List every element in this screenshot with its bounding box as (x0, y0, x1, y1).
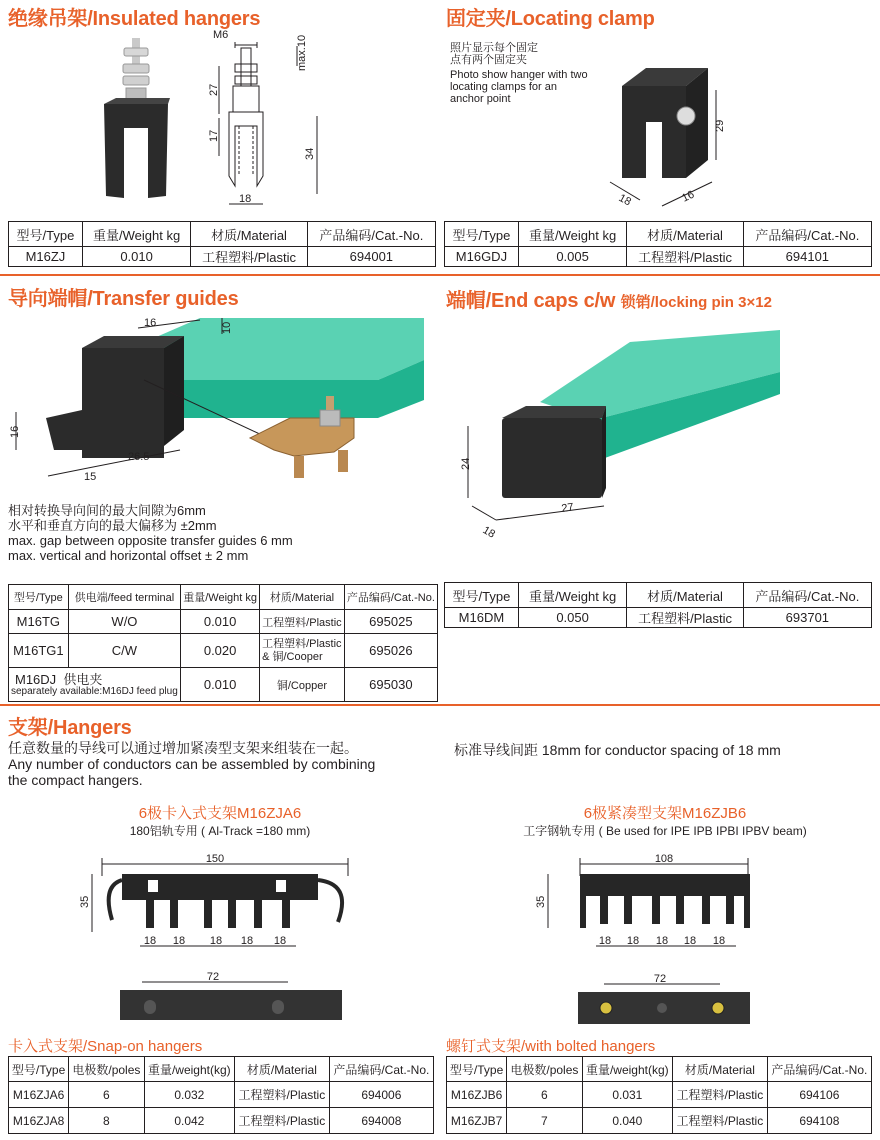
cell-material: 工程塑料/Plastic (235, 1082, 330, 1108)
cell-material: 工程塑料/Plastic (191, 247, 307, 267)
cell-poles: 7 (507, 1108, 582, 1134)
dim-27: 27 (208, 83, 220, 96)
cell-type: M16ZJA8 (9, 1108, 69, 1134)
note-line: locating clamps for an (450, 81, 557, 93)
note-line: Photo show hanger with two (450, 69, 588, 81)
locating-clamp-table (444, 221, 872, 267)
pitch-label: 18 (240, 935, 254, 947)
cell-cat-no: 693701 (743, 608, 871, 628)
dim-72: 72 (206, 971, 220, 983)
cell-weight: 0.005 (518, 247, 626, 267)
table-header-row (9, 1057, 434, 1082)
compact-hanger-title: 6极紧凑型支架M16ZJB6 (583, 805, 747, 822)
pitch-label: 18 (143, 935, 157, 947)
dim-108: 108 (654, 853, 674, 865)
col-cat-no: 产品编码/Cat.-No. (329, 1057, 433, 1082)
cell-type: M16GDJ (445, 247, 519, 267)
conductor-spacing-note: 标准导线间距 18mm for conductor spacing of 18 mm (454, 742, 781, 758)
cell-weight: 0.031 (582, 1082, 673, 1108)
dim-35: 35 (535, 895, 547, 908)
end-caps-title-main: 端帽/End caps c/w (446, 290, 621, 312)
cell-type: M16TG (9, 610, 69, 634)
note-line: 相对转换导向间的最大间隙为6mm (8, 503, 206, 518)
cell-type-feed-plug (9, 668, 181, 702)
dim-72: 72 (653, 973, 667, 985)
bolted-hangers-table (446, 1056, 872, 1134)
cell-poles: 8 (69, 1108, 144, 1134)
dim-18: 18 (239, 193, 252, 205)
cell-poles: 6 (507, 1082, 582, 1108)
transfer-guides-notes (8, 503, 293, 563)
dj-type-line (11, 673, 178, 686)
insulated-hanger-photo (90, 36, 180, 206)
cell-type: M16ZJB6 (447, 1082, 507, 1108)
pitch-label: 18 (655, 935, 669, 947)
cell-cat-no: 694101 (743, 247, 871, 267)
cell-cat-no: 694108 (767, 1108, 871, 1134)
locating-clamp-drawing (600, 60, 730, 212)
insulated-hanger-drawing (205, 26, 330, 214)
col-cat-no: 产品编码/Cat.-No. (307, 222, 435, 247)
dim-34: 34 (304, 147, 316, 160)
end-caps-title-sub: 锁销/locking pin 3×12 (620, 294, 772, 311)
pitch-label: 18 (626, 935, 640, 947)
end-caps-table (444, 582, 872, 628)
note-line: max. gap between opposite transfer guides 6 mm (8, 533, 293, 548)
pitch-label: 18 (172, 935, 186, 947)
col-cat-no: 产品编码/Cat.-No. (743, 583, 871, 608)
col-type: 型号/Type (9, 222, 83, 247)
locating-clamp-note (450, 42, 588, 105)
cell-feed: W/O (68, 610, 180, 634)
col-material: 材质/Material (235, 1057, 330, 1082)
hangers-title: 支架/Hangers (8, 717, 132, 739)
cell-cat-no: 694006 (329, 1082, 433, 1108)
table-header-row (445, 583, 872, 608)
cell-cat-no: 694106 (767, 1082, 871, 1108)
end-caps-drawing (450, 322, 790, 544)
cell-feed: C/W (68, 634, 180, 668)
dim-29: 29 (714, 119, 726, 132)
table-row (447, 1108, 872, 1134)
col-type: 型号/Type (9, 1057, 69, 1082)
cell-poles: 6 (69, 1082, 144, 1108)
note-line: 点有两个固定夹 (450, 54, 527, 66)
cell-weight: 0.010 (82, 247, 190, 267)
cell-type: M16ZJB7 (447, 1108, 507, 1134)
desc-line: 任意数量的导线可以通过增加紧凑型支架来组装在一起。 (8, 740, 358, 756)
section-divider (0, 704, 880, 706)
col-type: 型号/Type (9, 585, 69, 610)
cell-type: M16ZJ (9, 247, 83, 267)
cell-material: 工程塑料/Plastic (260, 610, 345, 634)
table-row (445, 247, 872, 267)
table-row (445, 608, 872, 628)
col-poles: 电极数/poles (507, 1057, 582, 1082)
dim-24: 24 (460, 457, 472, 470)
pitch-label: 18 (712, 935, 726, 947)
dim-18: 18 (480, 524, 498, 541)
dim-max10: max.10 (296, 34, 308, 71)
cell-weight: 0.032 (144, 1082, 235, 1108)
cell-cat-no: 695025 (344, 610, 437, 634)
table-header-row (447, 1057, 872, 1082)
desc-line: Any number of conductors can be assembled by combining (8, 756, 376, 772)
transfer-guides-title: 导向端帽/Transfer guides (8, 288, 239, 310)
col-type: 型号/Type (447, 1057, 507, 1082)
cell-weight: 0.010 (181, 610, 260, 634)
cell-material: 工程塑料/Plastic (627, 247, 743, 267)
table-row (9, 668, 438, 702)
bolted-hangers-title: 螺钉式支架/with bolted hangers (446, 1038, 656, 1055)
cell-material: 工程塑料/Plastic (673, 1082, 768, 1108)
hangers-description (8, 740, 375, 788)
col-poles: 电极数/poles (69, 1057, 144, 1082)
snap-hanger-drawing (70, 850, 370, 1030)
col-weight: 重量/weight(kg) (582, 1057, 673, 1082)
snap-hanger-title: 6极卡入式支架M16ZJA6 (138, 805, 302, 822)
cell-cat-no: 694008 (329, 1108, 433, 1134)
cell-cat-no: 695026 (344, 634, 437, 668)
snap-on-hangers-title: 卡入式支架/Snap-on hangers (8, 1038, 203, 1055)
material-line: & 铜/Cooper (262, 650, 323, 663)
material-line: 工程塑料/Plastic (262, 637, 342, 650)
pitch-label: 18 (598, 935, 612, 947)
col-cat-no: 产品编码/Cat.-No. (344, 585, 437, 610)
col-weight: 重量/weight(kg) (144, 1057, 235, 1082)
col-weight: 重量/Weight kg (82, 222, 190, 247)
col-feed: 供电端/feed terminal (68, 585, 180, 610)
note-line: max. vertical and horizontal offset ± 2 mm (8, 548, 249, 563)
cell-material: 工程塑料/Plastic (673, 1108, 768, 1134)
table-header-row (9, 222, 436, 247)
col-type: 型号/Type (445, 222, 519, 247)
col-material: 材质/Material (627, 222, 743, 247)
compact-hanger-subtitle: 工字钢轨专用 ( Be used for IPE IPB IPBI IPBV beam) (523, 824, 807, 838)
dim-17: 17 (208, 129, 220, 142)
transfer-guides-table (8, 584, 438, 702)
cell-type: M16TG1 (9, 634, 69, 668)
table-row (9, 247, 436, 267)
table-header-row (9, 585, 438, 610)
dim-16: 16 (680, 188, 697, 205)
table-row (447, 1082, 872, 1108)
insulated-hangers-title: 绝缘吊架/Insulated hangers (8, 8, 261, 30)
compact-hanger-drawing (520, 850, 790, 1030)
col-weight: 重量/Weight kg (181, 585, 260, 610)
table-row (9, 1082, 434, 1108)
desc-line: the compact hangers. (8, 772, 143, 788)
dim-150: 150 (205, 853, 225, 865)
dim-16-top: 16 (144, 317, 157, 329)
dj-label: 供电夹 (63, 671, 103, 687)
cell-weight: 0.020 (181, 634, 260, 668)
pitch-label: 18 (209, 935, 223, 947)
cell-material: 铜/Copper (260, 668, 345, 702)
cell-type: M16DM (445, 608, 519, 628)
section-divider (0, 274, 880, 276)
dim-m6: M6 (213, 29, 229, 41)
col-cat-no: 产品编码/Cat.-No. (767, 1057, 871, 1082)
locating-clamp-title: 固定夹/Locating clamp (446, 8, 655, 30)
cell-cat-no: 695030 (344, 668, 437, 702)
cell-weight: 0.042 (144, 1108, 235, 1134)
pitch-label: 18 (273, 935, 287, 947)
dj-type: M16DJ (15, 671, 57, 687)
dim-18: 18 (616, 192, 634, 209)
dim-16-side: 16 (9, 425, 21, 438)
dim-26-5: 26.5 (128, 451, 150, 463)
pitch-label: 18 (683, 935, 697, 947)
insulated-hangers-table (8, 221, 436, 267)
note-line: 照片显示每个固定 (450, 42, 538, 54)
table-row (9, 1108, 434, 1134)
cell-material: 工程塑料/Plastic (235, 1108, 330, 1134)
cell-material: 工程塑料/Plastic (627, 608, 743, 628)
note-line: 水平和垂直方向的最大偏移为 ±2mm (8, 518, 217, 533)
col-material: 材质/Material (191, 222, 307, 247)
cell-type: M16ZJA6 (9, 1082, 69, 1108)
transfer-guides-drawing (4, 300, 434, 496)
col-cat-no: 产品编码/Cat.-No. (743, 222, 871, 247)
cell-weight: 0.010 (181, 668, 260, 702)
snap-hanger-subtitle: 180铝轨专用 ( Al-Track =180 mm) (129, 824, 311, 838)
col-weight: 重量/Weight kg (518, 222, 626, 247)
table-row (9, 634, 438, 668)
col-material: 材质/Material (260, 585, 345, 610)
dj-sub: separately available:M16DJ feed plug (11, 685, 178, 697)
cell-cat-no: 694001 (307, 247, 435, 267)
dim-35: 35 (79, 895, 91, 908)
snap-on-hangers-table (8, 1056, 434, 1134)
cell-weight: 0.050 (518, 608, 626, 628)
end-caps-title (446, 284, 772, 313)
col-weight: 重量/Weight kg (518, 583, 626, 608)
dim-10: 10 (221, 321, 233, 334)
cell-weight: 0.040 (582, 1108, 673, 1134)
col-type: 型号/Type (445, 583, 519, 608)
table-row (9, 610, 438, 634)
col-material: 材质/Material (627, 583, 743, 608)
note-line: anchor point (450, 93, 511, 105)
dim-15: 15 (84, 471, 97, 483)
cell-material (260, 634, 345, 668)
table-header-row (445, 222, 872, 247)
dim-27: 27 (560, 501, 575, 515)
col-material: 材质/Material (673, 1057, 768, 1082)
